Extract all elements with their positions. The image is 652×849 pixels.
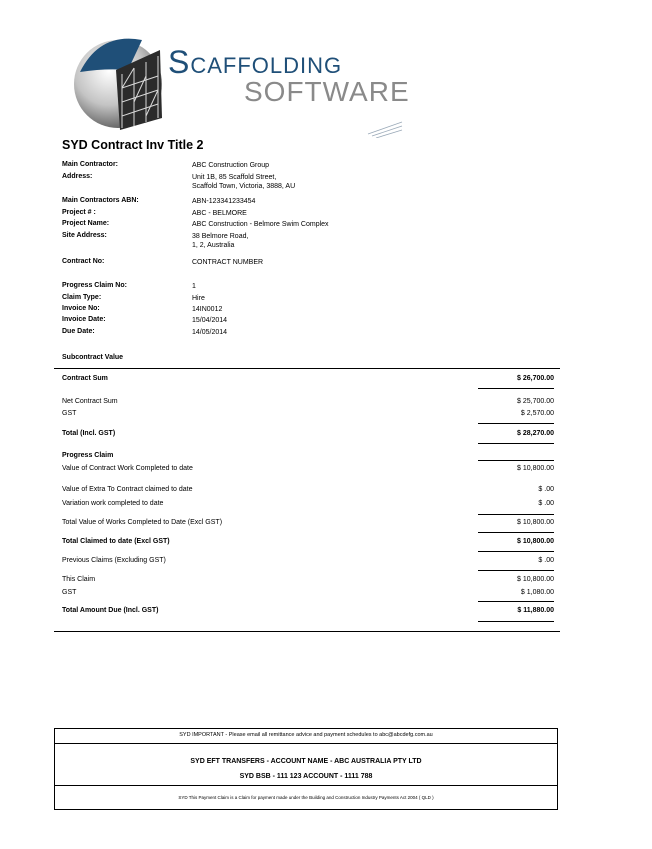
total-value-works-label: Total Value of Works Completed to Date (Excl GST) [62,519,223,526]
project-name-label: Project Name: [62,220,110,227]
claim-gst-label: GST [62,589,77,596]
main-contractor-value: ABC Construction Group [192,162,270,169]
total-amount-due-label: Total Amount Due (Incl. GST) [62,607,159,614]
remittance-notice: SYD IMPORTANT - Please email all remittance advice and payment schedules to abc@abcdefg.com.au [179,732,433,738]
total-claimed-label: Total Claimed to date (Excl GST) [62,538,170,545]
eft-details: SYD EFT TRANSFERS - ACCOUNT NAME - ABC AUSTRALIA PTY LTD [190,758,422,765]
gst-label: GST [62,410,77,417]
total-rule [478,601,554,602]
site-address-line1: 38 Belmore Road, [192,233,249,240]
footer-divider [54,785,558,786]
progress-claim-no-value: 1 [192,283,196,290]
invoice-date-label: Invoice Date: [62,316,106,323]
total-incl-gst-label: Total (Incl. GST) [62,430,116,437]
abn-value: ABN-123341233454 [192,198,256,205]
this-claim-amount: $ 10,800.00 [517,576,554,583]
total-underline [478,621,554,622]
total-amount-due-amount: $ 11,880.00 [517,607,554,614]
extra-to-contract-amount: $ .00 [538,486,554,493]
contract-work-completed-label: Value of Contract Work Completed to date [62,465,193,472]
main-contractor-label: Main Contractor: [62,161,118,168]
progress-claim-heading: Progress Claim [62,452,114,459]
section-divider [54,368,560,369]
bsb-details: SYD BSB - 111 123 ACCOUNT - 1111 788 [239,773,373,780]
abn-label: Main Contractors ABN: [62,197,139,204]
total-claimed-amount: $ 10,800.00 [517,538,554,545]
invoice-date-value: 15/04/2014 [192,317,228,324]
contract-no-label: Contract No: [62,258,105,265]
site-address-line2: 1, 2, Australia [192,242,235,249]
due-date-value: 14/05/2014 [192,329,228,336]
total-rule [478,514,554,515]
address-line2: Scaffold Town, Victoria, 3888, AU [192,183,296,190]
progress-claim-no-label: Progress Claim No: [62,282,127,289]
previous-claims-amount: $ .00 [538,557,554,564]
project-number-value: ABC - BELMORE [192,210,247,217]
footer-divider [54,743,558,744]
variation-work-label: Variation work completed to date [62,500,164,507]
net-contract-sum-amount: $ 25,700.00 [517,398,554,405]
invoice-no-value: 14IN0012 [192,306,223,313]
total-incl-gst-amount: $ 28,270.00 [517,430,554,437]
claim-type-value: Hire [192,295,205,302]
total-rule [478,570,554,571]
total-underline [478,388,554,389]
due-date-label: Due Date: [62,328,95,335]
address-line1: Unit 1B, 85 Scaffold Street, [192,174,277,181]
subcontract-heading: Subcontract Value [62,354,124,361]
total-rule [478,423,554,424]
net-contract-sum-label: Net Contract Sum [62,398,118,405]
site-address-label: Site Address: [62,232,107,239]
previous-claims-label: Previous Claims (Excluding GST) [62,557,166,564]
variation-work-amount: $ .00 [538,500,554,507]
this-claim-label: This Claim [62,576,96,583]
logo-wordmark-line1: Scaffolding [168,44,343,80]
invoice-no-label: Invoice No: [62,305,100,312]
logo-wordmark-line2: SOFTWARE [244,76,410,107]
claim-gst-amount: $ 1,080.00 [520,589,554,596]
contract-work-completed-amount: $ 10,800.00 [517,465,554,472]
total-value-works-amount: $ 10,800.00 [517,519,554,526]
total-underline [478,443,554,444]
contract-no-value: CONTRACT NUMBER [192,259,264,266]
payment-act-notice: SYD This Payment Claim is a Claim for payment made under the Building and Construction Industry Payments Act 2004 ( QLD ) [178,795,434,800]
claim-type-label: Claim Type: [62,294,102,301]
section-divider [54,631,560,632]
document-title: SYD Contract Inv Title 2 [62,138,204,152]
contract-sum-label: Contract Sum [62,375,108,382]
project-name-value: ABC Construction - Belmore Swim Complex [192,221,329,228]
extra-to-contract-label: Value of Extra To Contract claimed to date [62,486,193,493]
address-label: Address: [62,173,93,180]
total-rule [478,460,554,461]
gst-amount: $ 2,570.00 [520,410,554,417]
total-rule [478,551,554,552]
project-number-label: Project # : [62,209,96,216]
contract-sum-amount: $ 26,700.00 [517,375,554,382]
total-rule [478,532,554,533]
